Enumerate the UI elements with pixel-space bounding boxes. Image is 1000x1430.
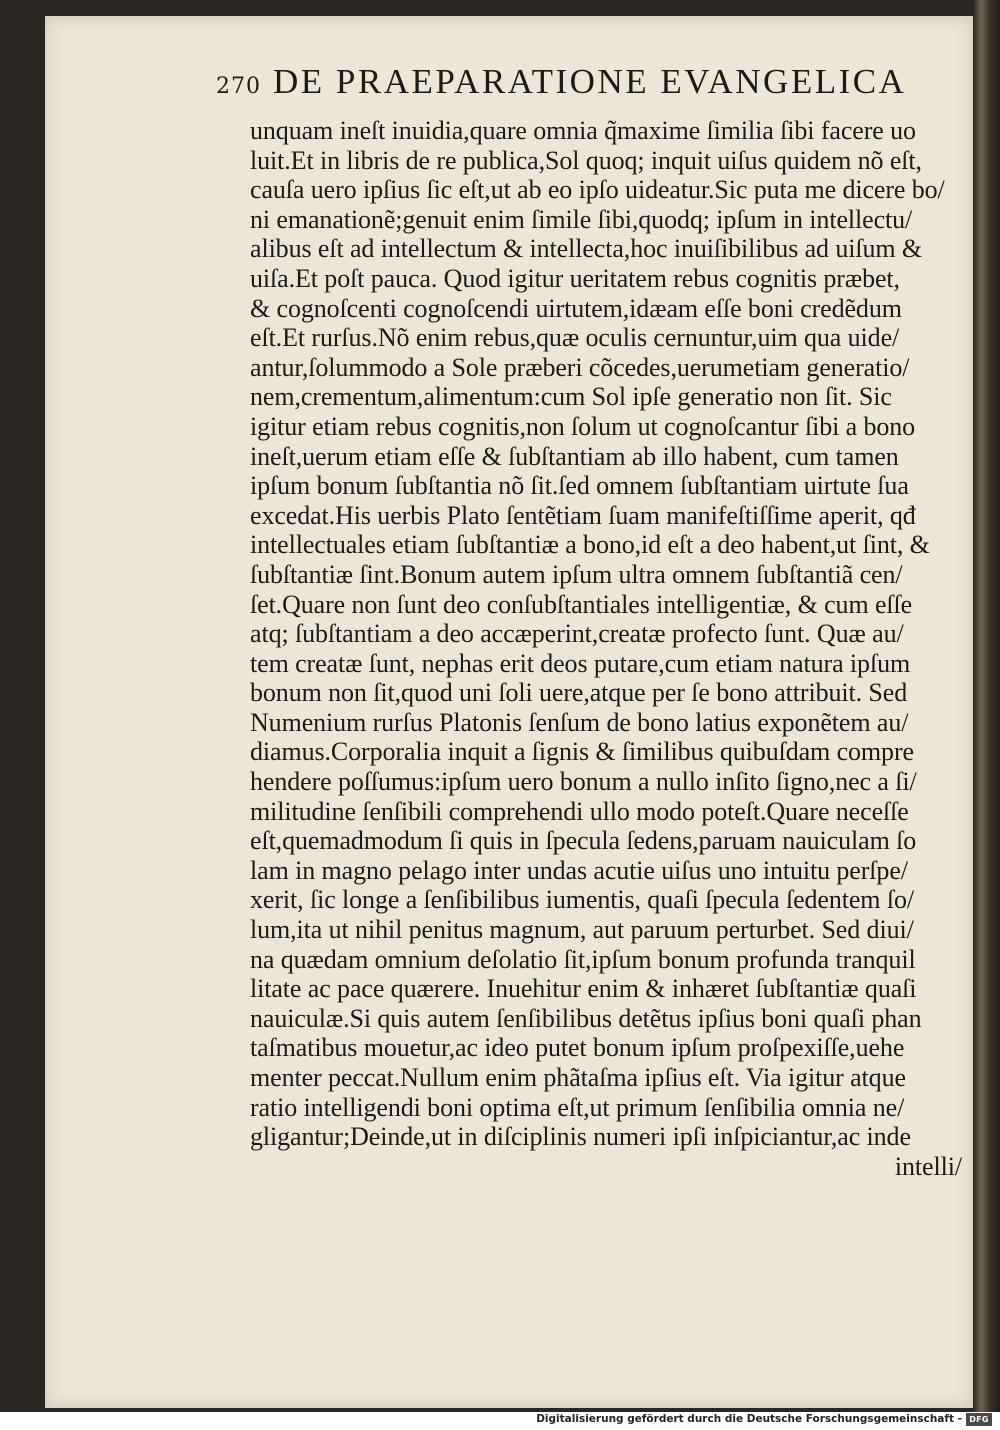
text-line: cauſa uero ipſius ſic eſt,ut ab eo ipſo uideatur.Sic puta me dicere bo/ (250, 175, 945, 205)
text-line: militudine ſenſibili comprehendi ullo modo poteſt.Quare neceſſe (250, 796, 909, 826)
text-line: alibus eſt ad intellectum & intellecta,hoc inuiſibilibus ad uiſum & (250, 234, 923, 264)
text-line: gligantur;Deinde,ut in diſciplinis numeri ipſi inſpiciantur,ac inde (250, 1122, 911, 1152)
text-line: ineſt,uerum etiam eſſe & ſubſtantiam ab illo habent, cum tamen (250, 441, 899, 471)
text-line: intellectuales etiam ſubſtantiæ a bono,id eſt a deo habent,ut ſint, & (250, 530, 930, 560)
text-line: tem creatæ ſunt, nephas erit deos putare,cum etiam natura ipſum (250, 648, 911, 678)
dfg-logo: DFG (966, 1413, 992, 1426)
text-line: bonum non ſit,quod uni ſoli uere,atque per ſe bono attribuit. Sed (250, 678, 908, 708)
text-line: diamus.Corporalia inquit a ſignis & ſimilibus quibuſdam compre (250, 737, 914, 767)
text-line: ni emanationẽ;genuit enim ſimile ſibi,quodq; ipſum in intellectu/ (250, 204, 913, 234)
text-line: menter peccat.Nullum enim phãtaſma ipſius eſt. Via igitur atque (250, 1063, 906, 1092)
text-line: eſt.Et rurſus.Nõ enim rebus,quæ oculis cernuntur,uim qua uide/ (250, 323, 900, 353)
text-line: & cognoſcenti cognoſcendi uirtutem,idæam eſſe boni credẽdum (250, 293, 902, 323)
running-head (216, 62, 976, 112)
text-line: igitur etiam rebus cognitis,non ſolum ut cognoſcantur ſibi a bono (250, 411, 916, 441)
text-line: lum,ita ut nihil penitus magnum, aut paruum perturbet. Sed diui/ (250, 915, 914, 945)
text-line: excedat.His uerbis Plato ſentẽtiam ſuam manifeſtiſſime aperit, qđ (250, 500, 916, 530)
page-edge (973, 0, 1000, 1412)
text-line: uiſa.Et poſt pauca. Quod igitur ueritatem rebus cognitis præbet, (250, 263, 900, 293)
text-line: unquam ineſt inuidia,quare omnia q̃maxime ſimilia ſibi facere uo (250, 116, 916, 145)
text-line: lam in magno pelago inter undas acutie uiſus uno intuitu perſpe/ (250, 855, 908, 885)
digitization-credit: Digitalisierung gefördert durch die Deutsche Forschungsgemeinschaft - (536, 1413, 962, 1425)
text-line: taſmatibus mouetur,ac ideo putet bonum ipſum proſpexiſſe,uehe (250, 1033, 905, 1063)
body-text (250, 116, 970, 1181)
page-number: 270 (216, 74, 261, 99)
text-line: na quædam omnium deſolatio ſit,ipſum bonum profunda tranquil (250, 944, 916, 974)
text-line: nauiculæ.Si quis autem ſenſibilibus detẽtus ipſius boni quaſi phan (250, 1003, 922, 1033)
text-line: litate ac pace quærere. Inuehitur enim & inhæret ſubſtantiæ quaſi (250, 974, 917, 1004)
running-title: DE PRAEPARATIONE EVANGELICA (273, 62, 907, 101)
text-line: luit.Et in libris de re publica,Sol quoq; inquit uiſus quidem nõ eſt, (250, 145, 922, 175)
text-line: atq; ſubſtantiam a deo accæperint,creatæ profecto ſunt. Quæ au/ (250, 619, 904, 649)
text-line: hendere poſſumus:ipſum uero bonum a nullo inſito ſigno,nec a ſi/ (250, 767, 917, 797)
text-line: xerit, ſic longe a ſenſibilibus iumentis, quaſi ſpecula ſedentem ſo/ (250, 885, 914, 915)
text-line: ratio intelligendi boni optima eſt,ut primum ſenſibilia omnia ne/ (250, 1092, 905, 1122)
text-line: Numenium rurſus Platonis ſenſum de bono latius exponẽtem au/ (250, 707, 909, 737)
catchword: intelli/ (894, 1151, 962, 1181)
text-line: eſt,quemadmodum ſi quis in ſpecula ſedens,paruam nauiculam ſo (250, 826, 917, 856)
text-line: nem,crementum,alimentum:cum Sol ipſe generatio non ſit. Sic (250, 382, 892, 412)
text-line: ſubſtantiæ ſint.Bonum autem ipſum ultra omnem ſubſtantiã cen/ (250, 559, 903, 589)
text-line: ſet.Quare non ſunt deo conſubſtantiales intelligentiæ, & cum eſſe (250, 589, 913, 619)
text-line: antur,ſolummodo a Sole præberi cõcedes,uerumetiam generatio/ (250, 352, 910, 382)
text-line: ipſum bonum ſubſtantia nõ ſit.ſed omnem ſubſtantiam uirtute ſua (250, 471, 909, 501)
